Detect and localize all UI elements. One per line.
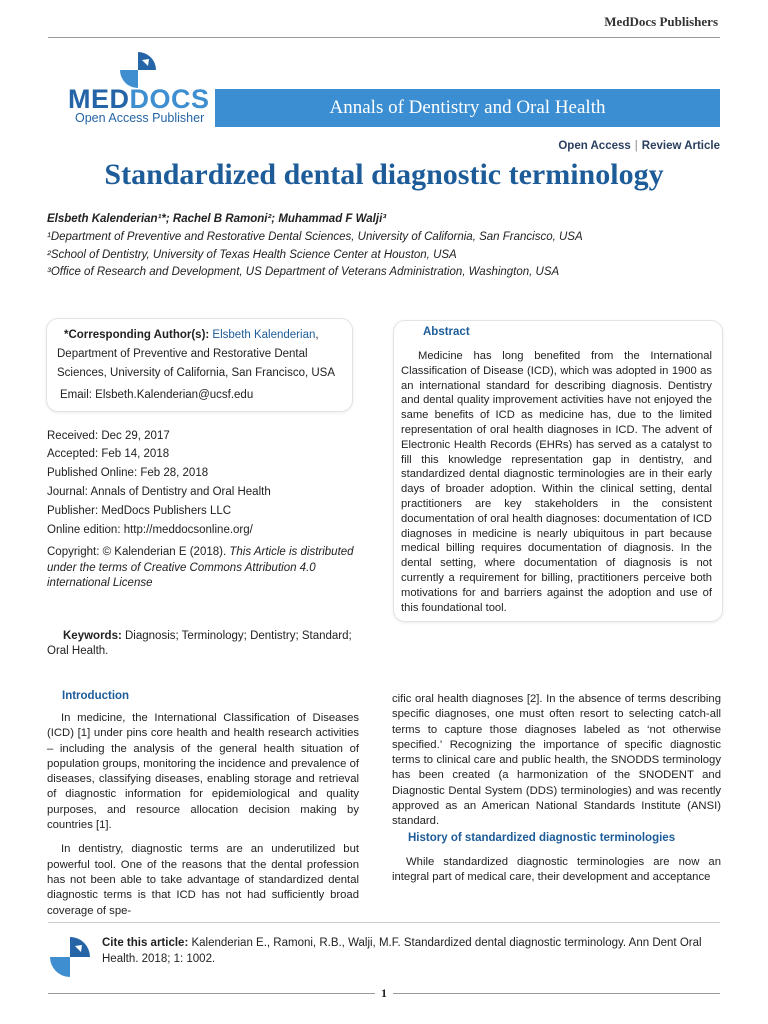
left-column: [47, 711, 359, 919]
meddocs-watermark-icon: [48, 935, 92, 979]
corresponding-author-text: *Corresponding Author(s): Elsbeth Kalenderian, Department of Preventive and Restorative Dental Sciences, University of California, San Francisco, USA Email: Elsbeth.Kalenderian@ucsf.edu: [57, 325, 347, 405]
corresponding-name[interactable]: Elsbeth Kalenderian: [212, 329, 316, 341]
journal-name: Annals of Dentistry and Oral Health: [329, 97, 606, 118]
logo-tagline: Open Access Publisher: [75, 111, 205, 125]
affiliation-2: ²School of Dentistry, University of Texas Health Science Center at Houston, USA: [47, 249, 457, 261]
intro-paragraph-1: In medicine, the International Classification of Diseases (ICD) [1] under pins core health and health research activities – including the analysis of the general health situation of population groups, monitoring the incidence and prevalence of diseases, classifying diseases, enabling storage and retrieval of diagnostic information for epidemiological and quality purposes, and resource allocation decision making by countries [1].: [47, 712, 359, 832]
received-date: Received: Dec 29, 2017: [47, 430, 170, 442]
intro-paragraph-2: In dentistry, diagnostic terms are an underutilized but powerful tool. One of the reasons that the dental profession has not been able to take advantage of standardized dental diagnostic terms is that ICD has not had sufficiently broad coverage of spe-: [47, 843, 359, 917]
journal-meta: Journal: Annals of Dentistry and Oral Health: [47, 486, 271, 498]
page-number: 1: [375, 986, 393, 1000]
header-divider: [48, 37, 720, 38]
online-edition[interactable]: Online edition: http://meddocsonline.org/: [47, 524, 253, 536]
right-paragraph-2: While standardized diagnostic terminologies are now an integral part of medical care, their development and acceptance: [392, 856, 721, 884]
article-title: Standardized dental diagnostic terminology: [104, 158, 664, 191]
article-type-label: Review Article: [641, 140, 720, 152]
copyright-notice: Copyright: © Kalenderian E (2018). This Article is distributed under the terms of Creative Commons Attribution 4.0 international License: [47, 546, 354, 589]
affiliation-3: ³Office of Research and Development, US Department of Veterans Administration, Washington, USA: [47, 266, 560, 278]
logo-docs: DOCS: [129, 84, 210, 114]
keywords-text: Diagnosis; Terminology; Dentistry; Standard; Oral Health.: [47, 630, 352, 657]
history-heading: History of standardized diagnostic terminologies: [408, 832, 676, 844]
cite-label: Cite this article:: [102, 937, 192, 949]
corresponding-address: Department of Preventive and Restorative Dental Sciences, University of California, San Francisco, USA: [57, 348, 336, 379]
publisher-name: MedDocs Publishers: [604, 14, 718, 29]
footer-divider: [48, 922, 720, 923]
abstract-heading: Abstract: [423, 326, 470, 338]
logo-wordmark: [68, 86, 210, 113]
publisher-meta: Publisher: MedDocs Publishers LLC: [47, 505, 232, 517]
open-access-label: Open Access: [558, 140, 631, 152]
accepted-date: Accepted: Feb 14, 2018: [47, 448, 170, 460]
published-date: Published Online: Feb 28, 2018: [47, 467, 209, 479]
journal-banner: [215, 89, 720, 127]
citation: [102, 935, 722, 967]
keywords: [47, 629, 357, 659]
right-paragraph-1: cific oral health diagnoses [2]. In the absence of terms describing specific diagnoses, one must often resort to selecting catch-all terms to capture those diagnoses labeled as ‘not otherwise specified.’ Recognizing the importance of specific diagnostic terms to clinical care and public health, the SNODDS terminology has been created (a harmonization of the SNODENT and Diagnostic Dental System (DDS) terminologies) and was recently approved as an American National Standards Institute (ANSI) standard.: [392, 693, 721, 828]
keywords-label: Keywords:: [63, 630, 125, 642]
introduction-heading: Introduction: [62, 690, 130, 702]
affiliation-1: ¹Department of Preventive and Restorative Dental Sciences, University of California, San Francisco, USA: [47, 231, 583, 243]
corresponding-email[interactable]: Email: Elsbeth.Kalenderian@ucsf.edu: [60, 389, 254, 401]
corresponding-label: *Corresponding Author(s):: [64, 329, 213, 341]
author-list: Elsbeth Kalenderian¹*; Rachel B Ramoni²; Muhammad F Walji³: [47, 213, 387, 225]
right-column: [392, 692, 721, 830]
logo-med: MED: [68, 84, 130, 114]
abstract-body: Medicine has long benefited from the International Classification of Disease (ICD), which was adopted in 1900 as an international standard for describing diagnosis. Dentistry and dental quality improvement activities have not enjoyed the same benefits of ICD as medicine has, due to the limited representation of oral health diagnoses in ICD. The advent of Electronic Health Records (EHRs) has served as a catalyst to fill this knowledge representation gap in dentistry, and standardized dental diagnostic terminologies are in their early days of broader adoption. Within the clinical setting, dental practitioners are key stakeholders in the consistent documentation of oral health diagnoses: documentation of ICD diagnoses in medicine is nearly ubiquitous in part because medical billing requires documentation of diagnosis. In the dental setting, where documentation of diagnosis is not currently a requirement for billing, practitioners perceive both motivations for and barriers against the adoption and use of this foundational tool.: [401, 350, 712, 614]
article-status: Open Access | Review Article: [558, 140, 720, 152]
cite-text: Kalenderian E., Ramoni, R.B., Walji, M.F. Standardized dental diagnostic terminology. Ann Dent Oral Health. 2018; 1: 1002.: [102, 937, 702, 965]
right-column-continued: [392, 855, 721, 886]
